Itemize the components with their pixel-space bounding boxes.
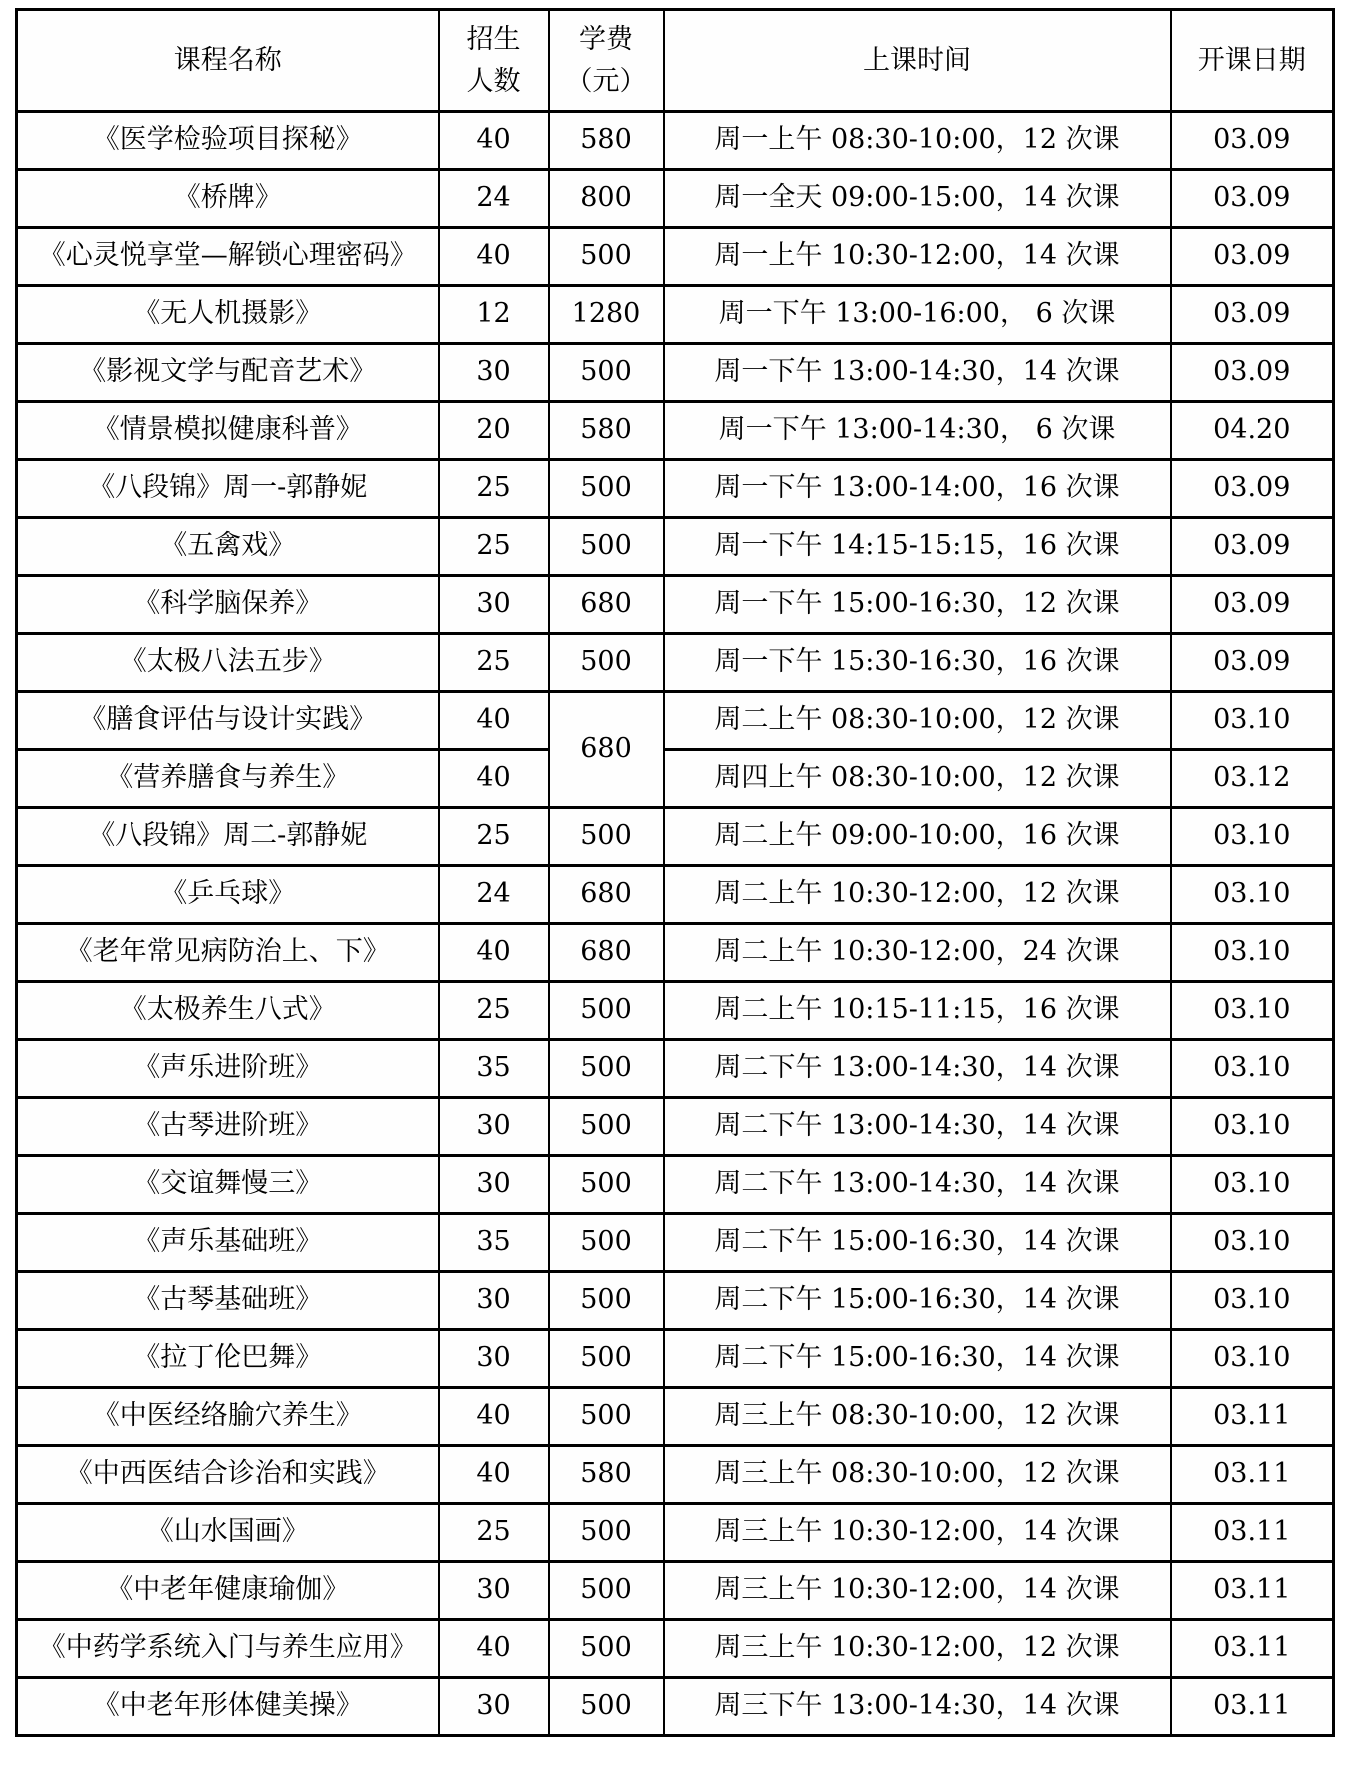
enrollment-cell: 40 <box>439 1388 549 1446</box>
date-cell: 03.09 <box>1171 634 1334 692</box>
enrollment-cell: 40 <box>439 750 549 808</box>
table-row <box>17 1214 1334 1272</box>
fee-cell: 680 <box>549 924 664 982</box>
column-header-course-label: 课程名称 <box>173 44 282 76</box>
fee-cell: 680 <box>549 692 664 808</box>
date-cell: 03.11 <box>1171 1620 1334 1678</box>
course-name-cell: 《太极八法五步》 <box>17 634 439 692</box>
table-row <box>17 1272 1334 1330</box>
date-cell: 03.09 <box>1171 344 1334 402</box>
enrollment-cell: 30 <box>439 1272 549 1330</box>
fee-cell: 500 <box>549 460 664 518</box>
table-row <box>17 286 1334 344</box>
course-name-cell: 《无人机摄影》 <box>17 286 439 344</box>
fee-cell: 1280 <box>549 286 664 344</box>
time-cell: 周一下午 13:00-14:30， 6 次课 <box>664 402 1171 460</box>
enrollment-cell: 40 <box>439 1620 549 1678</box>
fee-cell: 500 <box>549 1388 664 1446</box>
time-cell: 周二下午 13:00-14:30，14 次课 <box>664 1098 1171 1156</box>
date-cell: 03.11 <box>1171 1504 1334 1562</box>
date-cell: 03.09 <box>1171 576 1334 634</box>
date-cell: 03.10 <box>1171 1330 1334 1388</box>
time-cell: 周二上午 10:15-11:15，16 次课 <box>664 982 1171 1040</box>
date-cell: 03.11 <box>1171 1678 1334 1736</box>
table-row <box>17 1040 1334 1098</box>
time-cell: 周三上午 08:30-10:00，12 次课 <box>664 1446 1171 1504</box>
course-name-cell: 《八段锦》周一-郭静妮 <box>17 460 439 518</box>
course-name-cell: 《八段锦》周二-郭静妮 <box>17 808 439 866</box>
course-name-cell: 《交谊舞慢三》 <box>17 1156 439 1214</box>
date-cell: 03.10 <box>1171 1040 1334 1098</box>
table-row <box>17 344 1334 402</box>
fee-cell: 580 <box>549 112 664 170</box>
time-cell: 周一下午 13:00-14:30，14 次课 <box>664 344 1171 402</box>
course-name-cell: 《膳食评估与设计实践》 <box>17 692 439 750</box>
enrollment-cell: 30 <box>439 1156 549 1214</box>
fee-cell: 580 <box>549 1446 664 1504</box>
column-header-enrollment-line1: 招生 <box>466 23 521 55</box>
time-cell: 周一上午 08:30-10:00，12 次课 <box>664 112 1171 170</box>
table-row <box>17 1156 1334 1214</box>
date-cell: 03.10 <box>1171 924 1334 982</box>
column-header-fee <box>549 10 664 112</box>
course-name-cell: 《中医经络腧穴养生》 <box>17 1388 439 1446</box>
date-cell: 03.12 <box>1171 750 1334 808</box>
header-row <box>17 10 1334 112</box>
column-header-enrollment-line2: 人数 <box>466 65 521 97</box>
enrollment-cell: 40 <box>439 924 549 982</box>
enrollment-cell: 24 <box>439 866 549 924</box>
enrollment-cell: 20 <box>439 402 549 460</box>
course-name-cell: 《乒乓球》 <box>17 866 439 924</box>
date-cell: 03.10 <box>1171 982 1334 1040</box>
time-cell: 周一下午 13:00-16:00， 6 次课 <box>664 286 1171 344</box>
time-cell: 周二下午 15:00-16:30，14 次课 <box>664 1214 1171 1272</box>
fee-cell: 500 <box>549 1504 664 1562</box>
fee-cell: 800 <box>549 170 664 228</box>
table-row <box>17 1388 1334 1446</box>
fee-cell: 500 <box>549 1562 664 1620</box>
column-header-course <box>17 10 439 112</box>
enrollment-cell: 30 <box>439 1562 549 1620</box>
enrollment-cell: 40 <box>439 692 549 750</box>
enrollment-cell: 30 <box>439 1098 549 1156</box>
fee-cell: 500 <box>549 1214 664 1272</box>
table-row <box>17 1678 1334 1736</box>
table-row <box>17 1620 1334 1678</box>
date-cell: 03.11 <box>1171 1388 1334 1446</box>
fee-cell: 500 <box>549 1098 664 1156</box>
time-cell: 周二上午 09:00-10:00，16 次课 <box>664 808 1171 866</box>
table-row <box>17 518 1334 576</box>
enrollment-cell: 25 <box>439 518 549 576</box>
enrollment-cell: 30 <box>439 344 549 402</box>
date-cell: 03.09 <box>1171 518 1334 576</box>
column-header-date <box>1171 10 1334 112</box>
table-row <box>17 750 1334 808</box>
time-cell: 周二下午 13:00-14:30，14 次课 <box>664 1040 1171 1098</box>
enrollment-cell: 40 <box>439 228 549 286</box>
course-name-cell: 《桥牌》 <box>17 170 439 228</box>
enrollment-cell: 25 <box>439 460 549 518</box>
table-row <box>17 1330 1334 1388</box>
time-cell: 周四上午 08:30-10:00，12 次课 <box>664 750 1171 808</box>
enrollment-cell: 35 <box>439 1214 549 1272</box>
time-cell: 周一上午 10:30-12:00，14 次课 <box>664 228 1171 286</box>
course-name-cell: 《情景模拟健康科普》 <box>17 402 439 460</box>
course-name-cell: 《科学脑保养》 <box>17 576 439 634</box>
fee-cell: 500 <box>549 1620 664 1678</box>
time-cell: 周一下午 13:00-14:00，16 次课 <box>664 460 1171 518</box>
course-name-cell: 《中药学系统入门与养生应用》 <box>17 1620 439 1678</box>
fee-cell: 500 <box>549 228 664 286</box>
course-name-cell: 《古琴基础班》 <box>17 1272 439 1330</box>
time-cell: 周二上午 08:30-10:00，12 次课 <box>664 692 1171 750</box>
time-cell: 周一下午 15:00-16:30，12 次课 <box>664 576 1171 634</box>
date-cell: 03.11 <box>1171 1562 1334 1620</box>
table-row <box>17 228 1334 286</box>
course-name-cell: 《声乐进阶班》 <box>17 1040 439 1098</box>
time-cell: 周二上午 10:30-12:00，12 次课 <box>664 866 1171 924</box>
course-name-cell: 《影视文学与配音艺术》 <box>17 344 439 402</box>
time-cell: 周三上午 10:30-12:00，14 次课 <box>664 1504 1171 1562</box>
time-cell: 周二下午 15:00-16:30，14 次课 <box>664 1330 1171 1388</box>
table-header <box>17 10 1334 112</box>
table-row <box>17 576 1334 634</box>
column-header-date-label: 开课日期 <box>1197 44 1306 76</box>
table-body <box>17 112 1334 1736</box>
date-cell: 03.09 <box>1171 286 1334 344</box>
time-cell: 周三上午 10:30-12:00，14 次课 <box>664 1562 1171 1620</box>
enrollment-cell: 25 <box>439 808 549 866</box>
date-cell: 04.20 <box>1171 402 1334 460</box>
course-name-cell: 《中老年形体健美操》 <box>17 1678 439 1736</box>
date-cell: 03.10 <box>1171 866 1334 924</box>
fee-cell: 500 <box>549 1156 664 1214</box>
fee-cell: 580 <box>549 402 664 460</box>
course-schedule-table <box>15 8 1335 1737</box>
enrollment-cell: 35 <box>439 1040 549 1098</box>
table-row <box>17 402 1334 460</box>
fee-cell: 500 <box>549 1272 664 1330</box>
time-cell: 周三上午 10:30-12:00，12 次课 <box>664 1620 1171 1678</box>
time-cell: 周一全天 09:00-15:00，14 次课 <box>664 170 1171 228</box>
column-header-fee-line2: （元） <box>565 65 647 97</box>
column-header-enrollment <box>439 10 549 112</box>
date-cell: 03.10 <box>1171 692 1334 750</box>
table-row <box>17 808 1334 866</box>
time-cell: 周一下午 15:30-16:30，16 次课 <box>664 634 1171 692</box>
course-name-cell: 《老年常见病防治上、下》 <box>17 924 439 982</box>
course-name-cell: 《中西医结合诊治和实践》 <box>17 1446 439 1504</box>
table-row <box>17 170 1334 228</box>
table-row <box>17 112 1334 170</box>
enrollment-cell: 30 <box>439 576 549 634</box>
table-row <box>17 460 1334 518</box>
table-row <box>17 634 1334 692</box>
date-cell: 03.10 <box>1171 1272 1334 1330</box>
table-row <box>17 1562 1334 1620</box>
table-row <box>17 1446 1334 1504</box>
date-cell: 03.10 <box>1171 808 1334 866</box>
column-header-time <box>664 10 1171 112</box>
fee-cell: 500 <box>549 344 664 402</box>
enrollment-cell: 40 <box>439 1446 549 1504</box>
course-name-cell: 《医学检验项目探秘》 <box>17 112 439 170</box>
column-header-time-label: 上课时间 <box>863 44 971 76</box>
column-header-fee-line1: 学费 <box>579 23 633 55</box>
enrollment-cell: 25 <box>439 982 549 1040</box>
date-cell: 03.10 <box>1171 1098 1334 1156</box>
date-cell: 03.10 <box>1171 1156 1334 1214</box>
table-row <box>17 692 1334 750</box>
course-name-cell: 《古琴进阶班》 <box>17 1098 439 1156</box>
table-row <box>17 1504 1334 1562</box>
time-cell: 周二下午 13:00-14:30，14 次课 <box>664 1156 1171 1214</box>
fee-cell: 500 <box>549 982 664 1040</box>
course-name-cell: 《山水国画》 <box>17 1504 439 1562</box>
enrollment-cell: 12 <box>439 286 549 344</box>
time-cell: 周三下午 13:00-14:30，14 次课 <box>664 1678 1171 1736</box>
time-cell: 周三上午 08:30-10:00，12 次课 <box>664 1388 1171 1446</box>
enrollment-cell: 30 <box>439 1330 549 1388</box>
enrollment-cell: 24 <box>439 170 549 228</box>
fee-cell: 500 <box>549 1678 664 1736</box>
date-cell: 03.09 <box>1171 228 1334 286</box>
table-row <box>17 866 1334 924</box>
fee-cell: 500 <box>549 1330 664 1388</box>
course-name-cell: 《声乐基础班》 <box>17 1214 439 1272</box>
time-cell: 周一下午 14:15-15:15，16 次课 <box>664 518 1171 576</box>
fee-cell: 500 <box>549 518 664 576</box>
fee-cell: 500 <box>549 1040 664 1098</box>
date-cell: 03.09 <box>1171 170 1334 228</box>
fee-cell: 500 <box>549 808 664 866</box>
course-name-cell: 《心灵悦享堂—解锁心理密码》 <box>17 228 439 286</box>
table-row <box>17 1098 1334 1156</box>
fee-cell: 680 <box>549 576 664 634</box>
table-row <box>17 982 1334 1040</box>
course-name-cell: 《营养膳食与养生》 <box>17 750 439 808</box>
date-cell: 03.10 <box>1171 1214 1334 1272</box>
table-row <box>17 924 1334 982</box>
time-cell: 周二下午 15:00-16:30，14 次课 <box>664 1272 1171 1330</box>
fee-cell: 680 <box>549 866 664 924</box>
enrollment-cell: 40 <box>439 112 549 170</box>
time-cell: 周二上午 10:30-12:00，24 次课 <box>664 924 1171 982</box>
enrollment-cell: 25 <box>439 1504 549 1562</box>
date-cell: 03.09 <box>1171 460 1334 518</box>
date-cell: 03.09 <box>1171 112 1334 170</box>
course-name-cell: 《太极养生八式》 <box>17 982 439 1040</box>
enrollment-cell: 30 <box>439 1678 549 1736</box>
course-name-cell: 《中老年健康瑜伽》 <box>17 1562 439 1620</box>
fee-cell: 500 <box>549 634 664 692</box>
course-name-cell: 《五禽戏》 <box>17 518 439 576</box>
enrollment-cell: 25 <box>439 634 549 692</box>
course-name-cell: 《拉丁伦巴舞》 <box>17 1330 439 1388</box>
date-cell: 03.11 <box>1171 1446 1334 1504</box>
